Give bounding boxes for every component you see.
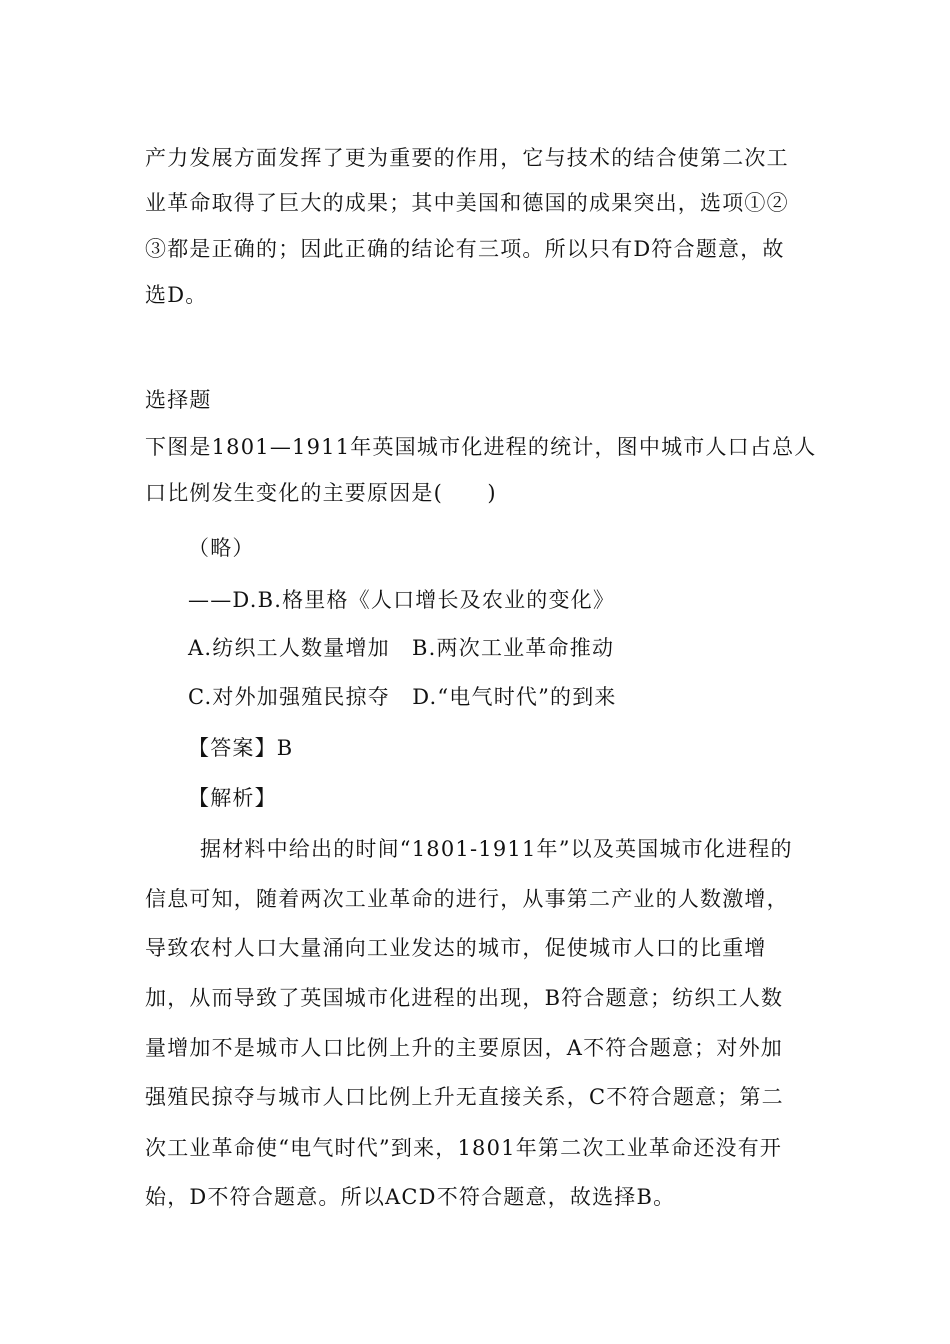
prev-paragraph-line: 业革命取得了巨大的成果；其中美国和德国的成果突出，选项①② <box>145 191 789 215</box>
question-stem-line: 下图是1801—1911年英国城市化进程的统计，图中城市人口占总人 <box>145 435 817 459</box>
analysis-line: 加，从而导致了英国城市化进程的出现，B符合题意；纺织工人数 <box>145 986 784 1010</box>
analysis-line: 始，D不符合题意。所以ACD不符合题意，故选择B。 <box>145 1185 676 1209</box>
analysis-line: 导致农村人口大量涌向工业发达的城市，促使城市人口的比重增 <box>145 936 767 960</box>
prev-paragraph-line: 选D。 <box>145 283 208 307</box>
options-line: C.对外加强殖民掠夺 D.“电气时代”的到来 <box>188 685 617 709</box>
question-stem-line: 口比例发生变化的主要原因是( ) <box>145 481 497 505</box>
analysis-line: 次工业革命使“电气时代”到来，1801年第二次工业革命还没有开 <box>145 1136 783 1160</box>
analysis-line: 强殖民掠夺与城市人口比例上升无直接关系，C不符合题意；第二 <box>145 1085 784 1109</box>
figure-source: ——D.B.格里格《人口增长及农业的变化》 <box>188 588 616 612</box>
figure-omitted-note: （略） <box>188 536 255 560</box>
options-line: A.纺织工人数量增加 B.两次工业革命推动 <box>188 636 615 660</box>
analysis-line: 量增加不是城市人口比例上升的主要原因，A不符合题意；对外加 <box>145 1036 783 1060</box>
answer-line: 【答案】B <box>188 736 294 760</box>
prev-paragraph-line: 产力发展方面发挥了更为重要的作用，它与技术的结合使第二次工 <box>145 146 789 170</box>
analysis-line: 信息可知，随着两次工业革命的进行，从事第二产业的人数激增， <box>145 887 789 911</box>
prev-paragraph-line: ③都是正确的；因此正确的结论有三项。所以只有D符合题意，故 <box>145 237 785 261</box>
analysis-label: 【解析】 <box>188 786 277 810</box>
analysis-line: 据材料中给出的时间“1801-1911年”以及英国城市化进程的 <box>200 837 793 861</box>
question-type-label: 选择题 <box>145 388 212 412</box>
